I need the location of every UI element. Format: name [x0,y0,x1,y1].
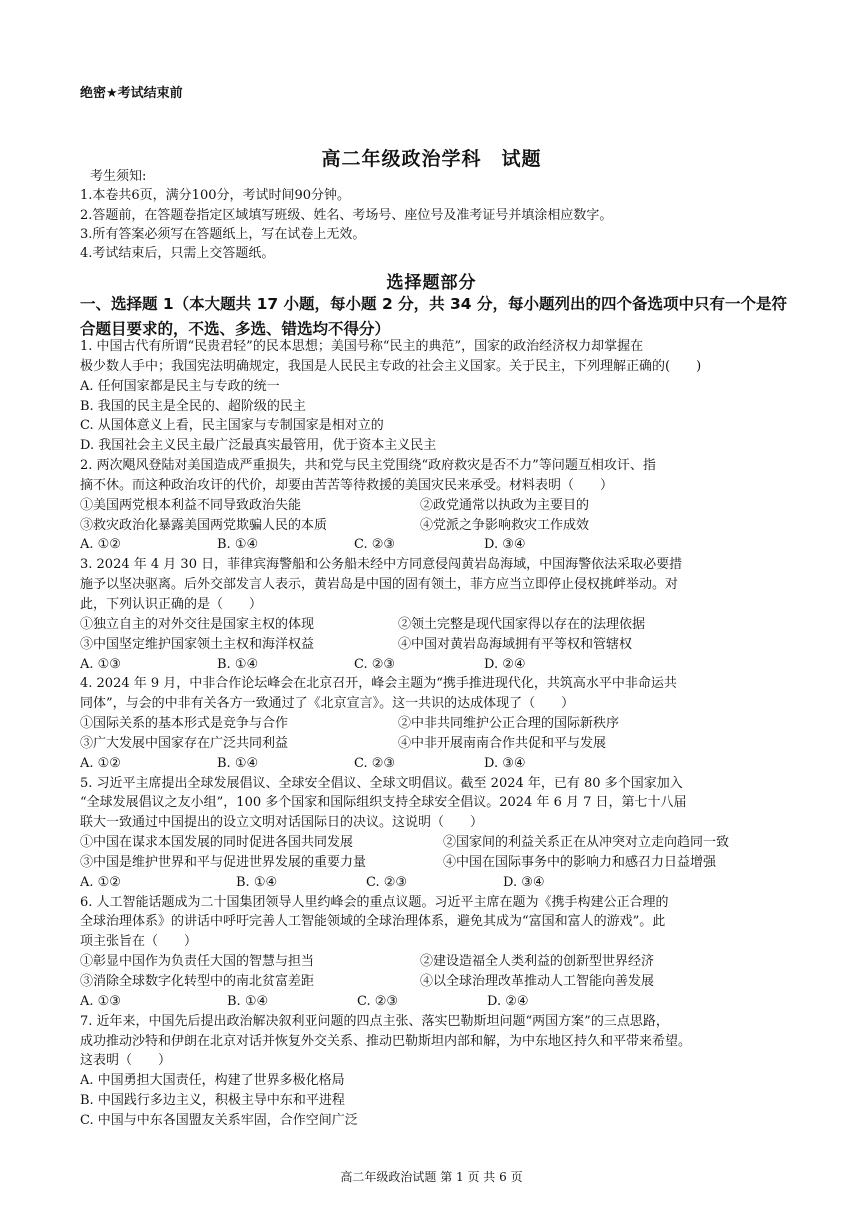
question-stem: 同体”，与会的中非有关各方一致通过了《北京宣言》。这一共识的达成体现了（ ） [80,696,575,712]
notice-heading: 考生须知: [90,169,147,184]
question-stem: 1. 中国古代有所谓“民贵君轻”的民本思想；美国号称“民主的典范”，国家的政治经济权力却掌握在 [80,339,644,354]
statement-row [80,516,795,536]
choice-b: B. ①④ [217,656,259,672]
statement: ②政党通常以执政为主要目的 [420,497,590,513]
question-stem: 7. 近年来，中国先后提出政治解决叙利亚问题的四点主张、落实巴勒斯坦问题“两国方案”的三点思路， [80,1013,669,1029]
option-b: B. 中国践行多边主义，积极主导中东和平进程 [80,1093,345,1109]
choice-row [80,992,795,1012]
page-footer: 高二年级政治试题 第 1 页 共 6 页 [340,1170,523,1184]
question-stem: 4. 2024 年 9 月，中非合作论坛峰会在北京召开，峰会主题为“携手推进现代化，共筑高水平中非命运共 [80,676,677,692]
choice-row [80,754,795,774]
choice-b: B. ①④ [236,874,278,890]
part-instruction: 一、选择题 1（本大题共 17 小题，每小题 2 分，共 34 分，每小题列出的四个备选项中只有一个是符合题目要求的，不选、多选、错选均不得分） [80,295,787,338]
choice-c: C. ②③ [366,874,408,890]
question-stem: 全球治理体系》的讲话中呼吁完善人工智能领域的全球治理体系，避免其成为“富国和富人的游戏”。此 [80,914,666,930]
choice-d: D. ②④ [484,656,526,672]
option-b: B. 我国的民主是全民的、超阶级的民主 [80,398,306,414]
choice-d: D. ③④ [484,537,526,553]
statement: ②领土完整是现代国家得以存在的法理依据 [398,616,646,632]
statement: ④以全球治理改革推动人工智能向善发展 [420,974,655,989]
statement: ②中非共同维护公正合理的国际新秩序 [398,716,620,732]
statement-row [80,615,795,635]
statement: ②国家间的利益关系正在从冲突对立走向趋同一致 [443,835,730,851]
question-stem: 项主张旨在（ ） [80,934,198,950]
secret-label: 绝密★考试结束前 [80,86,183,101]
statement: ①美国两党根本利益不同导致政治失能 [80,497,302,513]
choice-b: B. ①④ [217,537,259,553]
question-6 [80,893,795,1012]
option-d: D. 我国社会主义民主最广泛最真实最管用，优于资本主义民主 [80,438,437,454]
choice-a: A. ①③ [80,656,121,672]
choice-d: D. ③④ [484,755,526,771]
notice-block [80,167,612,263]
choice-row [80,535,795,555]
notice-item: 3.所有答案必须写在答题纸上，写在试卷上无效。 [80,226,366,242]
question-3 [80,555,795,674]
section-title: 选择题部分 [386,273,477,293]
choice-row [80,873,795,893]
statement: ③广大发展中国家存在广泛共同利益 [80,735,289,751]
question-stem: 成功推动沙特和伊朗在北京对话并恢复外交关系、推动巴勒斯坦内部和解，为中东地区持久和平带来希望。 [80,1033,692,1049]
question-1 [80,337,795,456]
statement: ④党派之争影响救灾工作成效 [420,517,590,533]
option-a: A. 任何国家都是民主与专政的统一 [80,378,280,394]
statement: ①彰显中国作为负责任大国的智慧与担当 [80,954,315,970]
question-stem: 这表明（ ） [80,1053,172,1069]
notice-item: 4.考试结束后，只需上交答题纸。 [80,246,275,262]
statement-row [80,635,795,655]
choice-c: C. ②③ [354,755,396,771]
choice-row [80,655,795,675]
notice-item: 2.答题前，在答题卷指定区域填写班级、姓名、考场号、座位号及准考证号并填涂相应数字。 [80,207,613,223]
question-stem: 施予以坚决驱离。后外交部发言人表示，黄岩岛是中国的固有领土，菲方应当立即停止侵权挑衅举动。对 [80,577,679,593]
choice-c: C. ②③ [354,656,396,672]
question-stem: 联大一致通过中国提出的设立文明对话国际日的决议。这说明（ ） [80,815,484,831]
statement-row [80,972,795,992]
choice-a: A. ①② [80,874,121,890]
statement: ①独立自主的对外交往是国家主权的体现 [80,616,315,632]
choice-c: C. ②③ [357,993,399,1009]
question-5 [80,774,795,893]
statement: ③中国坚定维护国家领土主权和海洋权益 [80,636,315,652]
choice-d: D. ②④ [487,993,529,1009]
option-c: C. 中国与中东各国盟友关系牢固，合作空间广泛 [80,1112,358,1128]
statement-row [80,714,795,734]
page-title: 高二年级政治学科 试题 [321,148,542,170]
statement-row [80,734,795,754]
statement-row [80,853,795,873]
statement: ④中国在国际事务中的影响力和感召力日益增强 [443,854,717,870]
option-a: A. 中国勇担大国责任，构建了世界多极化格局 [80,1073,345,1089]
notice-item: 1.本卷共6页，满分100分，考试时间90分钟。 [80,188,351,204]
question-stem: 摘不休。而这种政治攻讦的代价，却要由苦苦等待救援的美国灾民来承受。材料表明（ ） [80,477,614,493]
choice-c: C. ②③ [354,537,396,553]
option-c: C. 从国体意义上看，民主国家与专制国家是相对立的 [80,418,384,434]
questions [80,337,795,1131]
question-stem: 2. 两次飓风登陆对美国造成严重损失，共和党与民主党围绕“政府救灾是否不力”等问题互相攻讦、指 [80,458,656,474]
question-4 [80,674,795,773]
question-stem: 6. 人工智能话题成为二十国集团领导人里约峰会的重点议题。习近平主席在题为《携手构建公正合理的 [80,894,669,910]
question-stem: 5. 习近平主席提出全球发展倡议、全球安全倡议、全球文明倡议。截至 2024 年，已有 80 多个国家加入 [80,775,683,791]
question-2 [80,456,795,555]
choice-b: B. ①④ [227,993,269,1009]
choice-a: A. ①② [80,537,121,553]
statement: ②建设造福全人类利益的创新型世界经济 [420,954,655,970]
statement: ①中国在谋求本国发展的同时促进各国共同发展 [80,835,354,851]
choice-b: B. ①④ [217,755,259,771]
statement-row [80,496,795,516]
question-stem: 3. 2024 年 4 月 30 日，菲律宾海警船和公务船未经中方同意侵闯黄岩岛海域，中国海警依法采取必要措 [80,557,683,573]
choice-a: A. ①③ [80,993,121,1009]
question-7 [80,1012,795,1131]
statement: ①国际关系的基本形式是竞争与合作 [80,716,289,732]
statement: ④中非开展南南合作共促和平与发展 [398,735,607,751]
question-stem: “全球发展倡议之友小组”，100 多个国家和国际组织支持全球安全倡议。2024 年 6 月 7 日，第七十八届 [80,795,687,811]
choice-a: A. ①② [80,755,121,771]
statement: ④中国对黄岩岛海域拥有平等权和管辖权 [398,636,633,652]
statement: ③消除全球数字化转型中的南北贫富差距 [80,974,315,989]
statement-row [80,833,795,853]
question-stem: 此，下列认识正确的是（ ） [80,596,263,612]
statement: ③中国是维护世界和平与促进世界发展的重要力量 [80,854,367,870]
question-stem: 极少数人手中；我国宪法明确规定，我国是人民民主专政的社会主义国家。关于民主，下列理解正确的( ) [80,358,702,374]
choice-d: D. ③④ [503,874,545,890]
statement: ③救灾政治化暴露美国两党欺骗人民的本质 [80,517,328,533]
statement-row [80,952,795,972]
